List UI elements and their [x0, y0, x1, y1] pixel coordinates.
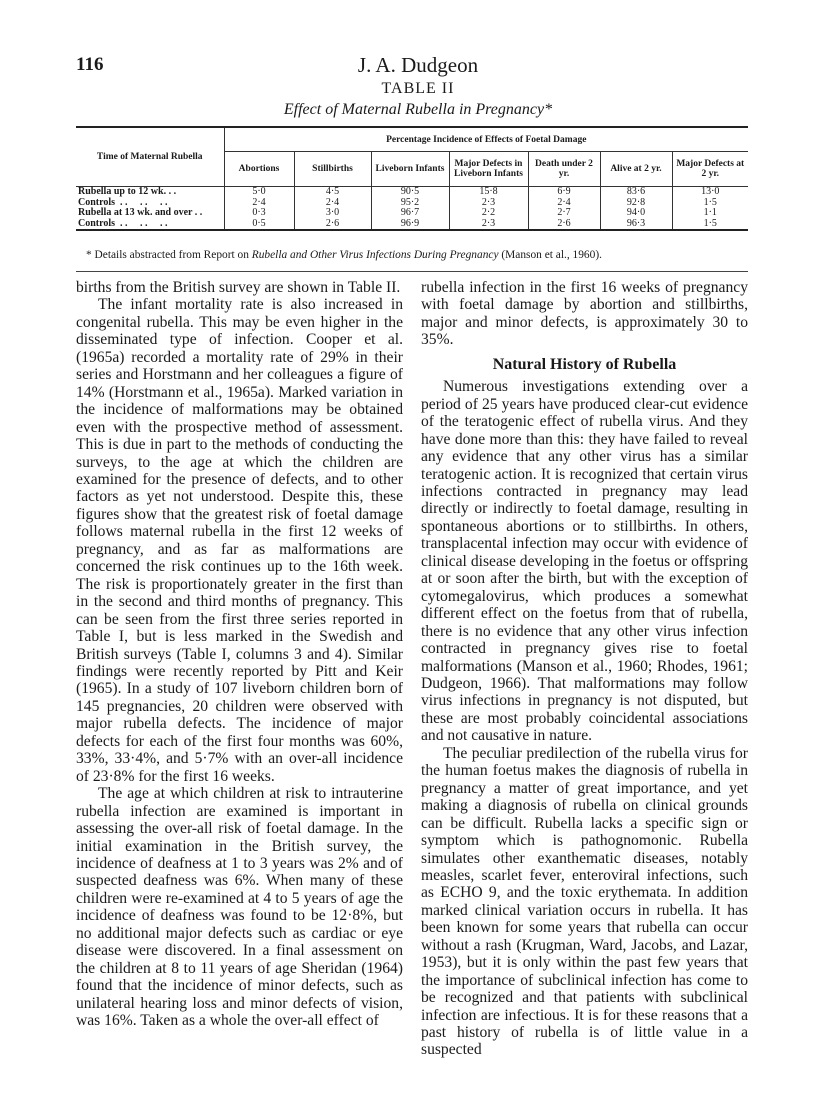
- table-cell: 0·5: [224, 219, 294, 231]
- table-cell: 15·8: [449, 187, 528, 198]
- table-footnote: * Details abstracted from Report on Rubella and Other Virus Infections During Pregnancy (Manson et al., 1960).: [86, 249, 602, 261]
- right-column: [421, 279, 748, 1059]
- row-label: Controls . . . . . .: [78, 196, 168, 208]
- left-column: [76, 279, 403, 1029]
- span-header: Percentage Incidence of Effects of Foetal Damage: [224, 127, 748, 152]
- col-header-liveborn: Liveborn Infants: [371, 152, 449, 187]
- row-label: Rubella up to 12 wk. . .: [78, 186, 177, 197]
- data-table-wrapper: [76, 126, 748, 231]
- table-cell: 96·9: [371, 219, 449, 231]
- table-cell: 2·7: [528, 208, 600, 219]
- row-label: Controls . . . . . .: [78, 217, 168, 229]
- table-cell: 13·0: [672, 187, 748, 198]
- table-cell: 3·0: [294, 208, 371, 219]
- table-cell: 90·5: [371, 187, 449, 198]
- table-cell: 2·3: [449, 219, 528, 231]
- col-header-abortions: Abortions: [224, 152, 294, 187]
- col-header-major-defects-liveborn: Major Defects in Liveborn Infants: [449, 152, 528, 187]
- paragraph: births from the British survey are shown in Table II.: [76, 279, 401, 296]
- table-cell: 1·5: [672, 198, 748, 209]
- row-header-time: Time of Maternal Rubella: [96, 152, 203, 162]
- col-header-death-under-2: Death under 2 yr.: [528, 152, 600, 187]
- table-cell: 0·3: [224, 208, 294, 219]
- table-cell: 6·9: [528, 187, 600, 198]
- table-cell: 2·4: [294, 198, 371, 209]
- table-row: [76, 208, 748, 219]
- table-cell: 5·0: [224, 187, 294, 198]
- separator-rule: [76, 271, 748, 272]
- rubella-effects-table: [76, 126, 748, 231]
- paragraph: The age at which children at risk to intrauterine rubella infection are examined is important in assessing the over-all risk of foetal damage. In the initial examination in the British survey, the incidence of deafness at 1 to 3 years was 2% and of suspected deafness was 6%. When many of these children were re-examined at 4 to 5 years of age the incidence of deafness was found to be 12·8%, but no additional major defects such as cardiac or eye disease were discovered. In a final assessment on the children at 8 to 11 years of age Sheridan (1964) found that the incidence of minor defects, such as unilateral hearing loss and minor defects of vision, was 16%. Taken as a whole the over-all effect of: [76, 785, 403, 1030]
- paragraph: The infant mortality rate is also increased in congenital rubella. This may be even higher in the disseminated type of infection. Cooper et al. (1965a) recorded a mortality rate of 29% in their series and Horstmann and her colleagues a figure of 14% (Horstmann et al., 1965a). Marked variation in the incidence of malformations may be obtained even with the prospective method of assessment. This is due in part to the methods of conducting the surveys, to the age at which the children are examined for the presence of defects, and to other factors as yet not understood. Despite this, these figures show that the greatest risk of foetal damage follows maternal rubella in the first 12 weeks of pregnancy, and as far as malformations are concerned the risk continues up to the 16th week. The risk is proportionately greater in the first than in the second and third months of pregnancy. This can be seen from the first three series reported in Table I, but is less marked in the Swedish and British surveys (Table I, columns 3 and 4). Similar findings were recently reported by Pitt and Keir (1965). In a study of 107 liveborn children born of 145 pregnancies, 20 children were observed with major rubella defects. The incidence of major defects for each of the first four months was 60%, 33%, 33·4%, and 5·7% with an over-all incidence of 23·8% for the first 16 weeks.: [76, 296, 403, 785]
- running-title: J. A. Dudgeon: [357, 53, 479, 77]
- paragraph: Numerous investigations extending over a period of 25 years have produced clear-cut evidence of the teratogenic effect of rubella virus. And they have done more than this: they have failed to reveal any evidence that any other virus has a similar teratogenic action. It is recognized that certain virus infections contracted in pregnancy may lead directly or indirectly to foetal damage, resulting in spontaneous abortions or to stillbirths. In others, transplacental infection may occur with evidence of clinical disease developing in the foetus or offspring at or soon after the birth, but with the exception of cytomegalovirus, which produces a somewhat different effect on the foetus from that of rubella, there is no evidence that any other virus infection contracted in pregnancy gives rise to foetal malformations (Manson et al., 1960; Rhodes, 1961; Dudgeon, 1966). That malformations may follow virus infections in pregnancy is not disputed, but these are most probably coincidental associations and not causative in nature.: [421, 378, 748, 745]
- table-cell: 2·6: [294, 219, 371, 231]
- page-number: 116: [76, 54, 104, 75]
- col-header-alive-at-2: Alive at 2 yr.: [600, 152, 672, 187]
- row-label: Rubella at 13 wk. and over . .: [78, 207, 203, 218]
- table-cell: 96·3: [600, 219, 672, 231]
- paragraph: rubella infection in the first 16 weeks of pregnancy with foetal damage by abortion and stillbirths, major and minor defects, is approximately 30 to 35%.: [421, 279, 748, 349]
- table-cell: 4·5: [294, 187, 371, 198]
- col-header-stillbirths: Stillbirths: [294, 152, 371, 187]
- table-cell: 2·2: [449, 208, 528, 219]
- table-cell: 2·3: [449, 198, 528, 209]
- table-cell: 2·4: [224, 198, 294, 209]
- table-caption: Effect of Maternal Rubella in Pregnancy*: [283, 101, 553, 118]
- table-cell: 2·6: [528, 219, 600, 231]
- table-cell: 1·5: [672, 219, 748, 231]
- col-header-major-defects-2: Major Defects at 2 yr.: [672, 152, 748, 187]
- table-cell: 83·6: [600, 187, 672, 198]
- section-heading: Natural History of Rubella: [492, 355, 677, 373]
- table-cell: 92·8: [600, 198, 672, 209]
- table-cell: 1·1: [672, 208, 748, 219]
- table-label: TABLE II: [381, 80, 455, 97]
- table-row: [76, 187, 748, 198]
- table-cell: 94·0: [600, 208, 672, 219]
- table-row: [76, 219, 748, 231]
- table-cell: 2·4: [528, 198, 600, 209]
- table-cell: 96·7: [371, 208, 449, 219]
- table-cell: 95·2: [371, 198, 449, 209]
- paragraph: The peculiar predilection of the rubella virus for the human foetus makes the diagnosis of rubella in pregnancy a matter of great importance, and yet making a diagnosis of rubella on clinical grounds can be difficult. Rubella lacks a specific sign or symptom which is pathognomonic. Rubella simulates other exanthematic diseases, notably measles, scarlet fever, enteroviral infections, such as ECHO 9, and the toxic erythemata. In addition marked clinical variation occurs in rubella. It has been known for some years that rubella can occur without a rash (Krugman, Ward, Jacobs, and Lazar, 1953), but it is only within the past few years that the importance of subclinical infection has come to be recognized and that patients with subclinical infection are infectious. It is for these reasons that a past history of rubella is of little value in a suspected: [421, 744, 748, 1059]
